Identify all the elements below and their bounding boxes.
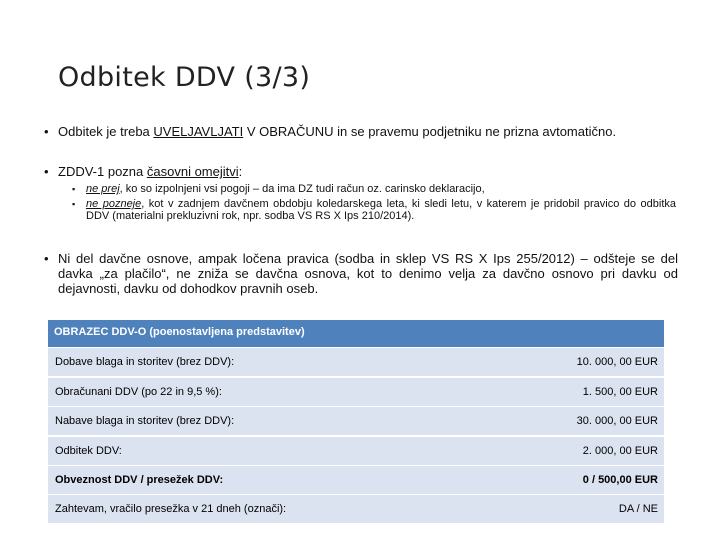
row-label: Odbitek DDV: xyxy=(55,445,122,457)
table-row xyxy=(48,377,664,406)
row-value: 10. 000, 00 EUR xyxy=(576,356,658,368)
row-label: Dobave blaga in storitev (brez DDV): xyxy=(55,356,235,368)
bullet-text: Ni del davčne osnove, ampak ločena pravica (sodba in sklep VS RS X Ips 255/2012) – odšteje se del davka „za plačilo“, ne zniža se davčna osnova, kot to denimo velja za davčno osnovo pri davku od dejavnosti, davku od dohodkov pravnih oseb. xyxy=(58,251,678,296)
row-value: 30. 000, 00 EUR xyxy=(576,415,658,427)
bullet-text: Odbitek je treba UVELJAVLJATI V OBRAČUNU in se pravemu podjetniku ne prizna avtomatično. xyxy=(58,124,617,139)
bullet-icon: • xyxy=(44,164,49,179)
row-label: Nabave blaga in storitev (brez DDV): xyxy=(55,415,235,427)
table-header: OBRAZEC DDV-O (poenostavljena predstavitev) xyxy=(48,320,664,347)
row-value: 0 / 500,00 EUR xyxy=(582,474,658,486)
table-row xyxy=(48,465,664,494)
bullet-icon: • xyxy=(44,251,49,266)
row-label: Zahtevam, vračilo presežka v 21 dneh (označi): xyxy=(55,503,287,515)
table-row xyxy=(48,436,664,465)
table-row xyxy=(48,494,664,523)
row-value: DA / NE xyxy=(618,503,658,515)
bullet-icon: • xyxy=(44,124,49,139)
table-row xyxy=(48,347,664,376)
subbullet-text: ne pozneje, kot v zadnjem davčnem obdobju koledarskega leta, ki sledi letu, v katerem je pridobil pravico do odbitka DDV (materialni prekluzivni rok, npr. sodba VS RS X Ips 210/2014). xyxy=(86,198,676,222)
row-label: Obveznost DDV / presežek DDV: xyxy=(55,474,224,486)
bullet-text: ZDDV-1 pozna časovni omejitvi: xyxy=(58,164,243,179)
subbullet-icon: ▪ xyxy=(72,184,76,194)
slide-title: Odbitek DDV (3/3) xyxy=(58,62,311,93)
table-row xyxy=(48,406,664,435)
subbullet-text: ne prej, ko so izpolnjeni vsi pogoji – da ima DZ tudi račun oz. carinsko deklaracijo, xyxy=(86,183,485,195)
row-value: 2. 000, 00 EUR xyxy=(582,445,658,457)
row-value: 1. 500, 00 EUR xyxy=(582,386,658,398)
subbullet-icon: ▪ xyxy=(72,199,76,209)
row-label: Obračunani DDV (po 22 in 9,5 %): xyxy=(55,386,222,398)
